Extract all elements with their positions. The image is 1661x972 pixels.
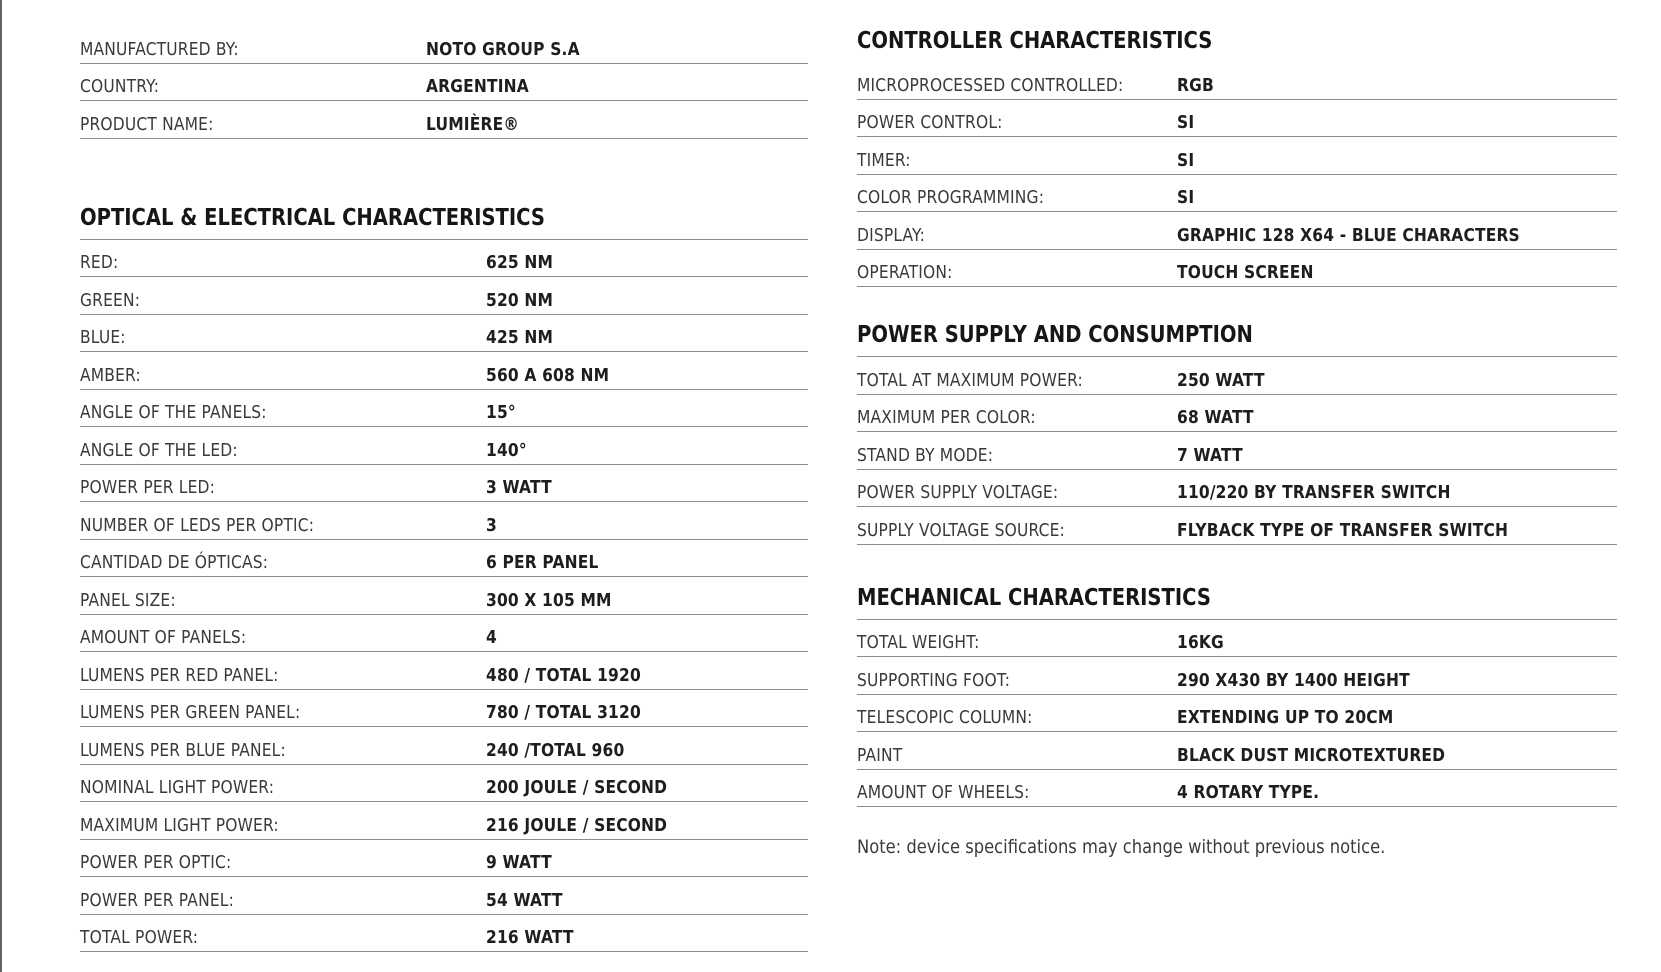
spec-row <box>857 137 1617 175</box>
spec-value: 625 NM <box>486 252 554 273</box>
spec-label: TIMER: <box>857 149 911 171</box>
spec-row <box>80 802 808 840</box>
spec-row <box>857 620 1617 658</box>
spec-value: 3 WATT <box>486 477 552 498</box>
spec-label: TOTAL WEIGHT: <box>857 632 980 653</box>
spec-label: MICROPROCESSED CONTROLLED: <box>857 74 1124 96</box>
spec-value: 290 X430 BY 1400 HEIGHT <box>1177 669 1410 691</box>
spec-value: 7 WATT <box>1177 444 1243 466</box>
spec-label: RED: <box>80 252 119 273</box>
spec-value: 6 PER PANEL <box>486 552 599 573</box>
spec-row <box>857 62 1617 100</box>
spec-row <box>80 877 808 915</box>
spec-row <box>80 277 808 315</box>
spec-value: EXTENDING UP TO 20CM <box>1177 707 1394 728</box>
spec-label: MAXIMUM PER COLOR: <box>857 407 1036 428</box>
spec-row <box>857 507 1617 545</box>
section-title-text: POWER SUPPLY AND CONSUMPTION <box>857 322 1253 348</box>
section-title <box>80 200 808 240</box>
spec-row <box>80 727 808 765</box>
spec-row <box>80 64 808 102</box>
spec-label: TELESCOPIC COLUMN: <box>857 707 1033 728</box>
spec-value: 4 <box>486 627 497 648</box>
spec-row <box>857 432 1617 470</box>
spec-value: NOTO GROUP S.A <box>426 38 580 60</box>
spec-row <box>857 657 1617 695</box>
spec-value: GRAPHIC 128 X64 - BLUE CHARACTERS <box>1177 224 1520 246</box>
spec-row <box>857 357 1617 395</box>
spec-value: 216 JOULE / SECOND <box>486 814 668 836</box>
left-column <box>80 26 808 952</box>
spec-label: POWER CONTROL: <box>857 112 1003 133</box>
spec-row <box>80 502 808 540</box>
spec-label: PANEL SIZE: <box>80 589 176 611</box>
spec-row <box>80 240 808 278</box>
spec-value: SI <box>1177 112 1195 133</box>
section-title <box>857 580 1617 620</box>
spec-value: 200 JOULE / SECOND <box>486 777 668 798</box>
spec-label: GREEN: <box>80 289 141 311</box>
spec-row <box>857 100 1617 138</box>
spec-label: PAINT <box>857 744 903 766</box>
spec-row <box>80 352 808 390</box>
power-supply-section <box>857 317 1617 545</box>
spec-label: DISPLAY: <box>857 224 926 246</box>
spec-row <box>857 732 1617 770</box>
spec-row <box>80 26 808 64</box>
spec-label: SUPPLY VOLTAGE SOURCE: <box>857 519 1065 541</box>
general-info-table <box>80 26 808 139</box>
spec-label: LUMENS PER RED PANEL: <box>80 664 279 686</box>
spec-label: BLUE: <box>80 327 126 348</box>
spec-label: COLOR PROGRAMMING: <box>857 187 1045 208</box>
spec-label: ANGLE OF THE PANELS: <box>80 402 267 423</box>
spec-label: POWER PER PANEL: <box>80 889 234 911</box>
spec-label: AMOUNT OF PANELS: <box>80 627 247 648</box>
spec-row <box>857 695 1617 733</box>
spec-label: POWER SUPPLY VOLTAGE: <box>857 482 1059 503</box>
section-title-text: MECHANICAL CHARACTERISTICS <box>857 584 1211 611</box>
spec-row <box>80 765 808 803</box>
spec-row <box>80 540 808 578</box>
spec-label: SUPPORTING FOOT: <box>857 669 1011 691</box>
controller-section <box>857 24 1617 287</box>
section-title-text: OPTICAL & ELECTRICAL CHARACTERISTICS <box>80 204 545 231</box>
spec-value: BLACK DUST MICROTEXTURED <box>1177 744 1446 766</box>
spec-label: CANTIDAD DE ÓPTICAS: <box>80 552 269 573</box>
spec-value: TOUCH SCREEN <box>1177 262 1314 283</box>
spec-row <box>857 212 1617 250</box>
spec-row <box>857 395 1617 433</box>
spec-value: 68 WATT <box>1177 407 1254 428</box>
spec-value: 520 NM <box>486 289 554 311</box>
spec-value: 16KG <box>1177 632 1224 653</box>
spec-row <box>857 250 1617 288</box>
spec-value: 560 A 608 NM <box>486 364 610 386</box>
spec-row <box>857 175 1617 213</box>
spec-label: PRODUCT NAME: <box>80 113 214 135</box>
spec-row <box>80 427 808 465</box>
spec-label: POWER PER OPTIC: <box>80 852 232 873</box>
spec-label: LUMENS PER BLUE PANEL: <box>80 739 286 761</box>
spec-value: 300 X 105 MM <box>486 589 612 611</box>
spec-value: LUMIÈRE® <box>426 113 519 135</box>
section-title <box>857 317 1617 357</box>
spec-row <box>80 315 808 353</box>
spec-label: STAND BY MODE: <box>857 444 994 466</box>
spec-label: COUNTRY: <box>80 76 160 97</box>
spec-row <box>80 465 808 503</box>
spec-row <box>80 577 808 615</box>
spec-value: 216 WATT <box>486 927 574 948</box>
spec-row <box>857 470 1617 508</box>
section-title-text: CONTROLLER CHARACTERISTICS <box>857 28 1213 54</box>
mechanical-section <box>857 580 1617 808</box>
spec-value: 780 / TOTAL 3120 <box>486 702 641 723</box>
spec-row <box>80 101 808 139</box>
spec-label: AMOUNT OF WHEELS: <box>857 782 1030 803</box>
spec-row <box>80 840 808 878</box>
spec-label: TOTAL AT MAXIMUM POWER: <box>857 369 1083 391</box>
spec-row <box>80 690 808 728</box>
spec-label: LUMENS PER GREEN PANEL: <box>80 702 301 723</box>
optical-electrical-section <box>80 200 808 953</box>
spec-value: 4 ROTARY TYPE. <box>1177 782 1320 803</box>
spec-label: OPERATION: <box>857 262 953 283</box>
spec-value: 240 /TOTAL 960 <box>486 739 625 761</box>
spec-value: 425 NM <box>486 327 554 348</box>
spec-value: 140° <box>486 439 527 461</box>
page-edge <box>0 0 2 972</box>
spec-value: 15° <box>486 402 516 423</box>
section-title <box>857 24 1617 62</box>
spec-label: TOTAL POWER: <box>80 927 199 948</box>
spec-value: SI <box>1177 187 1195 208</box>
spec-row <box>80 615 808 653</box>
spec-row <box>80 390 808 428</box>
spec-value: RGB <box>1177 74 1214 96</box>
spec-value: 480 / TOTAL 1920 <box>486 664 641 686</box>
spec-value: SI <box>1177 149 1195 171</box>
right-column <box>857 24 1617 807</box>
disclaimer-note: Note: device specifications may change without previous notice. <box>857 836 1386 858</box>
spec-value: FLYBACK TYPE OF TRANSFER SWITCH <box>1177 519 1509 541</box>
spec-row <box>80 652 808 690</box>
spec-value: 54 WATT <box>486 889 563 911</box>
spec-value: ARGENTINA <box>426 76 529 97</box>
spec-row <box>857 770 1617 808</box>
spec-label: NOMINAL LIGHT POWER: <box>80 777 275 798</box>
spec-value: 250 WATT <box>1177 369 1265 391</box>
spec-label: MAXIMUM LIGHT POWER: <box>80 814 279 836</box>
spec-row <box>80 915 808 953</box>
spec-label: MANUFACTURED BY: <box>80 38 239 60</box>
spec-label: POWER PER LED: <box>80 477 216 498</box>
spec-value: 3 <box>486 514 497 536</box>
spec-label: NUMBER OF LEDS PER OPTIC: <box>80 514 315 536</box>
spec-label: ANGLE OF THE LED: <box>80 439 238 461</box>
spec-value: 110/220 BY TRANSFER SWITCH <box>1177 482 1451 503</box>
spec-value: 9 WATT <box>486 852 552 873</box>
spec-label: AMBER: <box>80 364 141 386</box>
